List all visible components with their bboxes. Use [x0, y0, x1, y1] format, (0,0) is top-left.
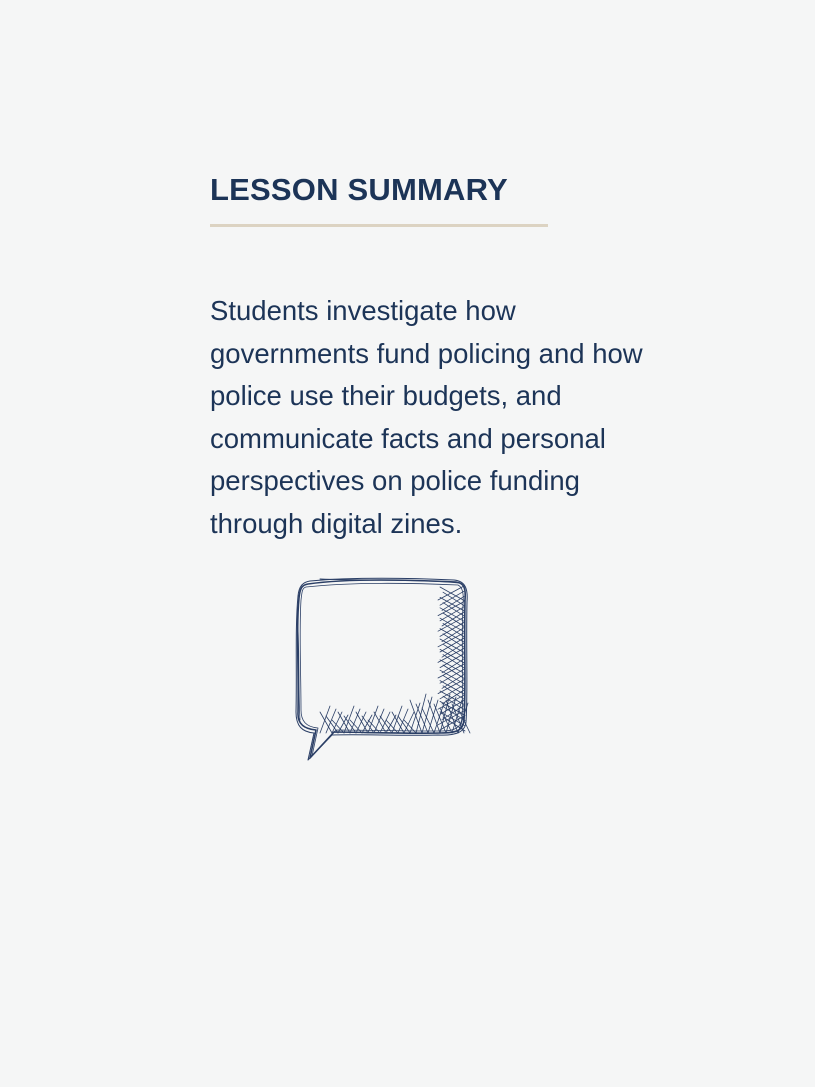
speech-bubble-sketch-icon [290, 570, 472, 766]
lesson-summary-text: Students investigate how governments fund policing and how police use their budgets, and communicate facts and personal perspectives on police funding through digital zines. [210, 295, 643, 539]
lesson-summary-heading: LESSON SUMMARY [210, 172, 508, 207]
heading-divider [210, 224, 548, 227]
